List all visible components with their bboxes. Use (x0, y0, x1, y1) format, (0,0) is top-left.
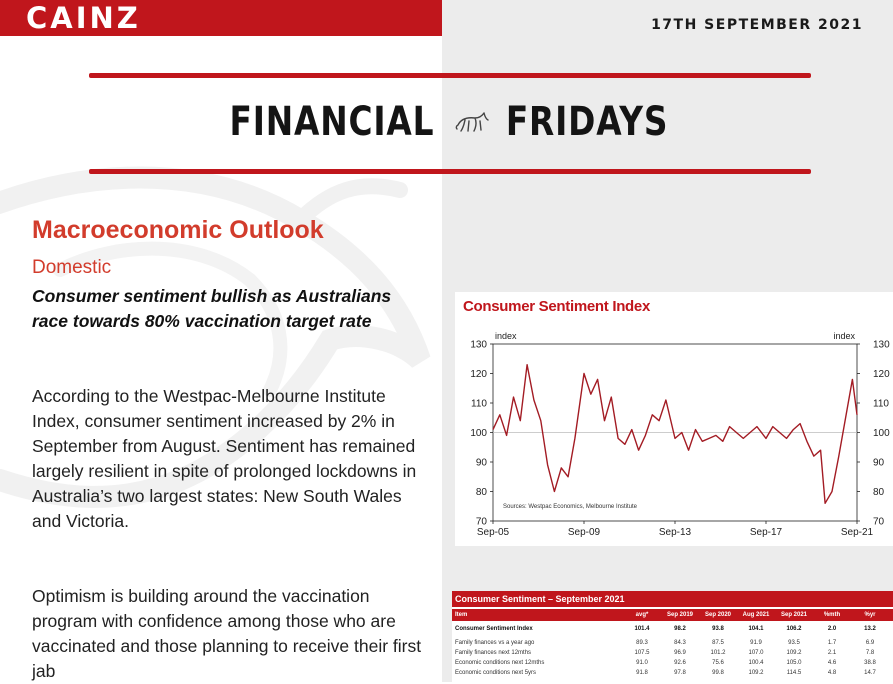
masthead-title (0, 99, 893, 155)
x-tick-label: Sep-05 (476, 527, 510, 538)
table-cell: 96.9 (674, 650, 686, 656)
table-cell: Economic conditions next 12mths (455, 660, 545, 666)
table-body (452, 621, 893, 678)
table-column-header: Item (455, 612, 468, 618)
y-tick-label-right: 100 (873, 428, 890, 439)
article-paragraph-1: According to the Westpac-Melbourne Institute Index, consumer sentiment increased by 2% in September from August. Sentiment has remained largely resilient in spite of prolonged lockdowns in Australia’s two largest states: New South Wales and Victoria. (32, 386, 417, 531)
table-cell: 97.8 (674, 670, 686, 676)
table-cell: 91.0 (636, 660, 648, 666)
table-column-header: Sep 2019 (666, 612, 694, 618)
table-cell: 13.2 (864, 626, 876, 632)
table-column-header: %mth (823, 612, 841, 618)
table-row (452, 658, 893, 668)
table-cell: 109.2 (748, 670, 764, 676)
table-cell: 107.0 (748, 650, 764, 656)
sentiment-table (452, 591, 893, 682)
title-rule-top (89, 73, 811, 78)
y-tick-label-left: 100 (470, 428, 487, 439)
bull-icon (455, 109, 489, 135)
table-column-header: Sep 2021 (780, 612, 808, 618)
table-cell: 104.1 (748, 626, 764, 632)
table-cell: 6.9 (865, 640, 875, 646)
table-column-header: Aug 2021 (742, 612, 770, 618)
table-row (452, 648, 893, 658)
y-tick-label-left: 120 (470, 369, 487, 380)
table-row (452, 668, 893, 678)
y-axis-label-left: index (495, 331, 517, 341)
y-tick-label-left: 110 (471, 398, 487, 410)
table-cell: 14.7 (864, 670, 876, 676)
brand-logo: CAINZ (26, 1, 141, 35)
table-column-header: %yr (864, 612, 876, 618)
y-tick-label-right: 70 (873, 516, 885, 528)
table-cell: 4.8 (827, 670, 837, 676)
table-cell: Family finances next 12mths (455, 650, 532, 656)
y-tick-label-left: 80 (475, 487, 487, 498)
table-cell: 91.9 (750, 640, 762, 646)
x-tick-label: Sep-21 (840, 527, 874, 538)
y-tick-label-right: 130 (873, 339, 890, 351)
table-cell: 75.6 (712, 660, 724, 666)
x-tick-label: Sep-09 (567, 527, 601, 538)
title-rule-bottom (89, 169, 811, 174)
table-cell: 7.8 (865, 650, 875, 656)
chart-plot (455, 292, 893, 546)
table-cell: 2.1 (827, 650, 837, 656)
table-cell: 91.8 (636, 670, 648, 676)
table-cell: 114.5 (786, 670, 802, 676)
y-tick-label-right: 80 (873, 487, 885, 498)
y-tick-label-left: 90 (475, 457, 487, 469)
table-cell: Consumer Sentiment Index (455, 626, 533, 632)
title-financial: FINANCIAL (229, 99, 435, 145)
x-tick-label: Sep-13 (658, 527, 692, 538)
table-cell: 107.5 (634, 650, 650, 656)
x-tick-label: Sep-17 (749, 527, 783, 538)
issue-date: 17TH SEPTEMBER 2021 (651, 17, 863, 33)
article-paragraph-2: Optimism is building around the vaccination program with confidence among those who are vaccinated and those planning to receive their first jab (32, 586, 422, 681)
table-cell: Family finances vs a year ago (455, 640, 535, 646)
chart-title: Consumer Sentiment Index (463, 298, 651, 315)
table-column-header: Sep 2020 (704, 612, 732, 618)
table-cell: Economic conditions next 5yrs (455, 670, 537, 676)
table-cell: 38.8 (864, 660, 876, 666)
y-tick-label-left: 70 (475, 516, 487, 528)
y-tick-label-right: 90 (873, 457, 885, 469)
section-heading: Macroeconomic Outlook (32, 216, 324, 244)
table-cell: 105.0 (786, 660, 802, 666)
table-cell: 4.6 (827, 660, 837, 666)
table-row (452, 621, 893, 638)
subsection-heading: Domestic (32, 257, 112, 278)
y-tick-label-right: 110 (873, 398, 889, 410)
table-cell: 98.2 (674, 626, 686, 632)
y-tick-label-right: 120 (873, 369, 890, 380)
table-cell: 84.3 (674, 640, 686, 646)
table-header (452, 609, 893, 621)
sentiment-series-line (493, 365, 857, 504)
chart-source-note: Sources: Westpac Economics, Melbourne Institute (503, 504, 637, 510)
y-axis-label-right: index (833, 331, 855, 341)
table-cell: 109.2 (786, 650, 802, 656)
table-cell: 106.2 (786, 626, 802, 632)
sentiment-chart (455, 292, 893, 546)
y-tick-label-left: 130 (470, 339, 487, 351)
table-cell: 89.3 (636, 640, 648, 646)
table-cell: 87.5 (712, 640, 724, 646)
table-cell: 93.5 (788, 640, 800, 646)
article-headline: Consumer sentiment bullish as Australians race towards 80% vaccination target rate (32, 286, 392, 331)
table-cell: 93.8 (712, 626, 724, 632)
brand-bar (0, 0, 442, 36)
table-column-header: avg* (635, 612, 649, 618)
table-cell: 101.4 (634, 626, 650, 632)
table-cell: 100.4 (748, 660, 764, 666)
title-fridays: FRIDAYS (505, 99, 669, 145)
table-cell: 101.2 (710, 650, 726, 656)
table-cell: 92.6 (674, 660, 686, 666)
table-cell: 2.0 (827, 626, 837, 632)
table-row (452, 638, 893, 648)
table-cell: 1.7 (827, 640, 837, 646)
table-title: Consumer Sentiment – September 2021 (452, 591, 893, 607)
table-cell: 99.8 (712, 670, 724, 676)
